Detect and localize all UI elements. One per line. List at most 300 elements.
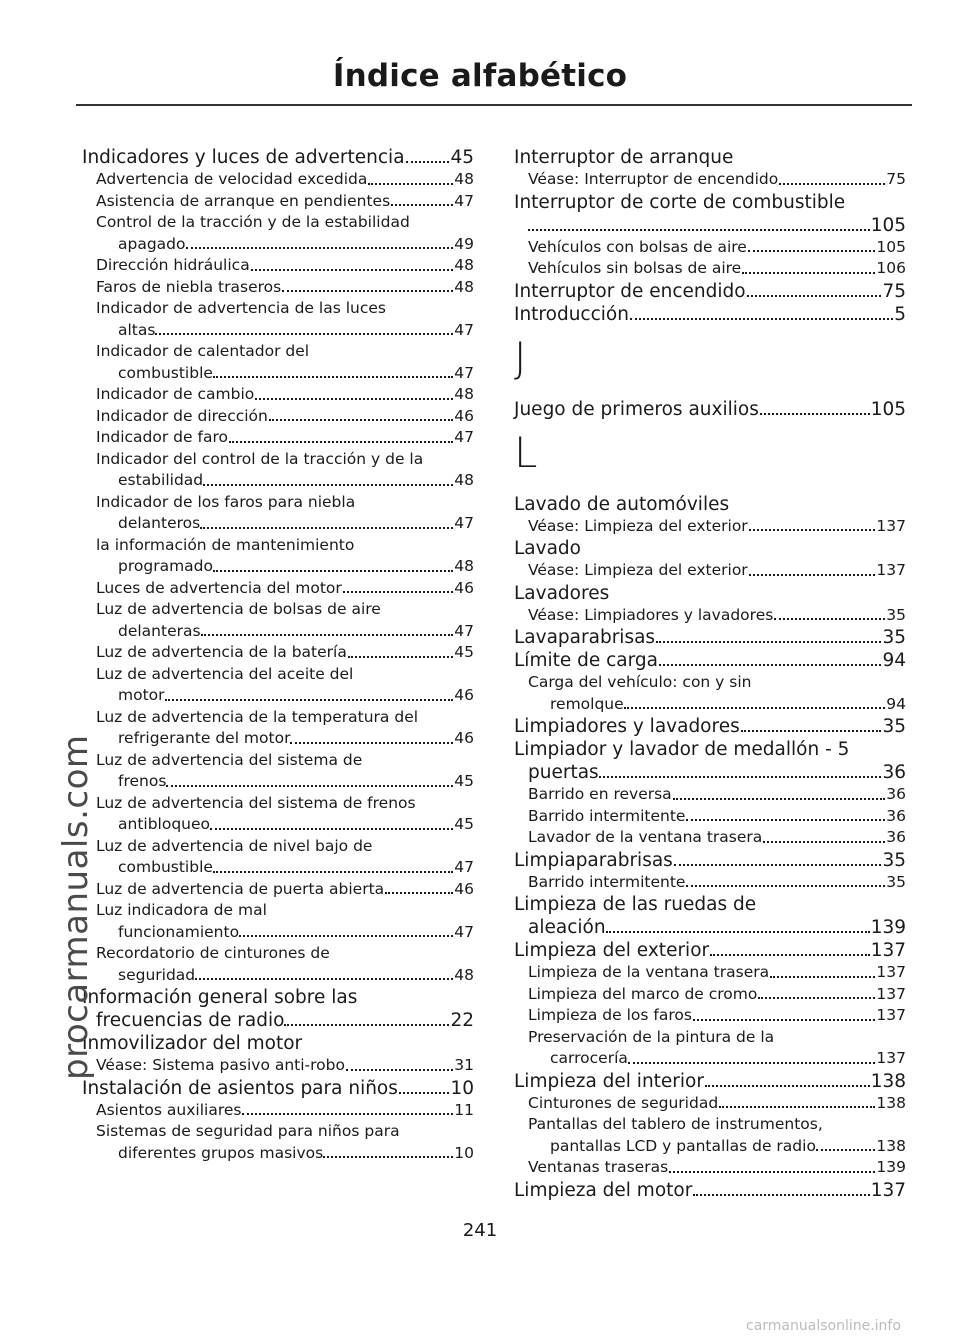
- dot-leader: [630, 318, 893, 320]
- dot-leader: [656, 641, 881, 643]
- title-divider: [76, 104, 912, 106]
- dot-leader: [251, 269, 454, 271]
- entry-text: remolque: [550, 694, 624, 713]
- watermark-bottom: carmanualsonline.info: [746, 1318, 901, 1334]
- dot-leader: [385, 892, 453, 894]
- index-subentry: [82, 578, 474, 600]
- entry-page-number: 47: [454, 922, 474, 941]
- dot-leader: [673, 798, 886, 800]
- index-subentry: [514, 258, 906, 280]
- entry-page-number: 137: [876, 1049, 906, 1067]
- entry-text: Asientos auxiliares: [96, 1100, 242, 1119]
- entry-text: Indicador de cambio: [96, 385, 255, 403]
- dot-leader: [343, 591, 453, 593]
- index-entry: [514, 146, 906, 169]
- entry-text: Luz de advertencia de la temperatura del: [96, 707, 419, 726]
- entry-text: Lavado: [514, 538, 581, 559]
- entry-page-number: 75: [886, 170, 906, 188]
- entry-text: puertas: [528, 762, 599, 783]
- dot-leader: [674, 864, 882, 866]
- index-subentry: [82, 492, 474, 514]
- dot-leader: [282, 290, 453, 292]
- dot-leader: [213, 871, 453, 873]
- entry-text: Indicador de dirección: [96, 406, 268, 425]
- index-subentry: [82, 836, 474, 858]
- entry-text: Véase: Sistema pasivo anti-robo: [96, 1056, 345, 1074]
- entry-text: Lavado de automóviles: [514, 493, 730, 515]
- entry-page-number: 47: [454, 191, 474, 210]
- entry-text: Carga del vehículo: con y sin: [528, 673, 752, 691]
- index-subentry: [514, 1157, 906, 1179]
- entry-page-number: 48: [454, 256, 474, 274]
- index-subentry: [82, 277, 474, 299]
- index-entry: [514, 626, 906, 649]
- dot-leader: [606, 931, 870, 933]
- dot-leader: [290, 742, 453, 744]
- entry-page-number: 46: [454, 729, 474, 747]
- dot-leader: [346, 1069, 453, 1071]
- entry-text: delanteros: [118, 514, 201, 532]
- dot-leader: [599, 776, 882, 778]
- page-number: 241: [462, 1220, 498, 1241]
- index-subentry: [82, 535, 474, 557]
- entry-text: Recordatorio de cinturones de: [96, 944, 330, 962]
- entry-page-number: 138: [870, 1070, 906, 1092]
- index-subentry: [82, 341, 474, 363]
- index-subentry: [82, 406, 474, 428]
- entry-text: Juego de primeros auxilios: [514, 398, 759, 420]
- index-subentry: [82, 599, 474, 621]
- entry-text: funcionamiento: [118, 922, 240, 941]
- index-subentry: [82, 191, 474, 213]
- dot-leader: [166, 785, 453, 787]
- entry-page-number: 47: [454, 363, 474, 382]
- dot-leader: [242, 1113, 453, 1115]
- entry-text: Luz de advertencia del sistema de: [96, 750, 363, 769]
- index-subentry: [82, 750, 474, 772]
- entry-text: Introducción: [514, 303, 629, 325]
- entry-text: combustible: [118, 858, 213, 876]
- entry-text: Limpieza de los faros: [528, 1006, 692, 1024]
- entry-text: delanteras: [118, 621, 201, 640]
- index-entry: [514, 1179, 906, 1202]
- entry-text: Véase: Limpieza del exterior: [528, 516, 748, 535]
- entry-page-number: 46: [454, 406, 474, 425]
- entry-text: Faros de niebla traseros: [96, 277, 282, 296]
- index-subentry: [82, 513, 474, 535]
- index-entry: [514, 303, 906, 326]
- index-subentry: [82, 857, 474, 879]
- index-subentry: [514, 1048, 906, 1070]
- entry-page-number: 139: [870, 917, 906, 938]
- entry-page-number: 35: [886, 872, 906, 891]
- entry-text: Limpieza de la ventana trasera: [528, 963, 770, 981]
- dot-leader: [200, 527, 453, 529]
- index-subentry: [514, 984, 906, 1006]
- entry-text: combustible: [118, 363, 213, 382]
- index-subentry: [82, 384, 474, 406]
- entry-page-number: 46: [454, 578, 474, 597]
- entry-page-number: 47: [454, 428, 474, 446]
- index-subentry: [514, 962, 906, 984]
- dot-leader: [710, 954, 870, 956]
- entry-page-number: 139: [876, 1158, 906, 1176]
- entry-text: Indicador del control de la tracción y de la: [96, 449, 424, 468]
- entry-text: Indicador de calentador del: [96, 342, 310, 360]
- index-subentry: [514, 1114, 906, 1136]
- entry-page-number: 48: [454, 170, 474, 188]
- index-subentry: [82, 771, 474, 793]
- index-subentry: [514, 784, 906, 806]
- index-subentry: [82, 470, 474, 492]
- index-subentry: [514, 560, 906, 582]
- entry-page-number: 106: [876, 259, 906, 277]
- dot-leader: [155, 333, 453, 335]
- index-subentry: [82, 1100, 474, 1122]
- entry-page-number: 105: [870, 214, 906, 236]
- entry-page-number: 45: [454, 643, 474, 661]
- entry-text: Control de la tracción y de la estabilidad: [96, 213, 410, 231]
- entry-text: frenos: [118, 772, 167, 790]
- index-subentry: [514, 694, 906, 716]
- dot-leader: [693, 1194, 869, 1196]
- entry-page-number: 36: [886, 806, 906, 825]
- dot-leader: [686, 819, 885, 821]
- index-entry: [514, 939, 906, 962]
- entry-text: Luz de advertencia de bolsas de aire: [96, 600, 381, 618]
- entry-text: Véase: Limpiadores y lavadores: [528, 605, 774, 624]
- entry-text: programado: [118, 557, 213, 575]
- entry-page-number: 48: [454, 965, 474, 984]
- index-entry: [514, 582, 906, 605]
- dot-leader: [528, 229, 870, 231]
- dot-leader: [368, 183, 453, 185]
- index-subentry: [82, 234, 474, 256]
- entry-page-number: 105: [876, 237, 906, 256]
- index-entry: [514, 398, 906, 421]
- entry-page-number: 75: [882, 280, 906, 302]
- entry-page-number: 31: [454, 1056, 474, 1074]
- entry-page-number: 49: [454, 234, 474, 253]
- entry-text: Limpieza del marco de cromo: [528, 984, 758, 1003]
- entry-text: Indicador de faro: [96, 428, 228, 446]
- index-subentry: [514, 1005, 906, 1027]
- index-entry: [82, 986, 474, 1009]
- index-entry: [82, 1077, 474, 1100]
- index-subentry: [82, 728, 474, 750]
- dot-leader: [406, 161, 450, 163]
- entry-page-number: 36: [886, 828, 906, 846]
- dot-leader: [669, 1171, 875, 1173]
- entry-text: Pantallas del tablero de instrumentos,: [528, 1115, 823, 1133]
- entry-page-number: 137: [876, 984, 906, 1003]
- entry-page-number: 5: [894, 303, 906, 325]
- entry-page-number: 138: [876, 1093, 906, 1112]
- index-entry: [514, 649, 906, 672]
- index-entry: [514, 191, 906, 214]
- entry-text: motor: [118, 686, 165, 704]
- entry-text: Véase: Interruptor de encendido: [528, 170, 779, 188]
- index-entry: [514, 1070, 906, 1093]
- entry-text: Limpieza del exterior: [514, 940, 710, 961]
- entry-page-number: 48: [454, 471, 474, 489]
- entry-page-number: 105: [870, 398, 906, 420]
- entry-text: Preservación de la pintura de la: [528, 1027, 775, 1046]
- index-column-right: [514, 146, 906, 1202]
- entry-text: Indicador de los faros para niebla: [96, 492, 356, 511]
- dot-leader: [186, 247, 454, 249]
- entry-text: Limpiaparabrisas: [514, 849, 673, 871]
- entry-page-number: 10: [450, 1077, 474, 1099]
- dot-leader: [628, 1062, 876, 1064]
- entry-text: apagado: [118, 234, 186, 253]
- entry-text: Luces de advertencia del motor: [96, 578, 342, 597]
- entry-page-number: 36: [886, 785, 906, 803]
- dot-leader: [284, 1024, 449, 1026]
- entry-page-number: 46: [454, 686, 474, 704]
- entry-text: Información general sobre las: [82, 987, 358, 1008]
- index-column-left: [82, 146, 474, 1164]
- index-subentry: [82, 879, 474, 901]
- index-subentry: [82, 922, 474, 944]
- dot-leader: [770, 976, 875, 978]
- entry-text: frecuencias de radio: [96, 1010, 285, 1031]
- dot-leader: [201, 634, 454, 636]
- entry-text: Luz de advertencia de nivel bajo de: [96, 836, 373, 855]
- entry-page-number: 35: [882, 627, 906, 648]
- index-subentry: [514, 1093, 906, 1115]
- dot-leader: [719, 1106, 875, 1108]
- entry-page-number: 45: [450, 147, 474, 168]
- index-entry: [514, 280, 906, 303]
- index-entry: [514, 761, 906, 784]
- index-subentry: [82, 255, 474, 277]
- dot-leader: [659, 664, 881, 666]
- entry-page-number: 137: [870, 940, 906, 961]
- dot-leader: [195, 978, 453, 980]
- dot-leader: [749, 529, 876, 531]
- entry-text: seguridad: [118, 965, 196, 984]
- index-subentry: [82, 642, 474, 664]
- entry-text: Vehículos con bolsas de aire: [528, 237, 747, 256]
- index-entry: [514, 493, 906, 516]
- index-entry: [82, 146, 474, 169]
- index-subentry: [82, 965, 474, 987]
- index-entry: [514, 849, 906, 872]
- watermark-side: procarmanuals.com: [56, 734, 96, 1080]
- dot-leader: [255, 398, 453, 400]
- dot-leader: [391, 204, 453, 206]
- dot-leader: [763, 841, 885, 843]
- entry-text: Luz indicadora de mal: [96, 901, 267, 919]
- entry-page-number: 35: [886, 605, 906, 624]
- entry-text: Luz de advertencia de la batería: [96, 643, 347, 661]
- index-subentry: [514, 1027, 906, 1049]
- entry-text: Advertencia de velocidad excedida: [96, 170, 368, 188]
- index-entry: [514, 893, 906, 916]
- entry-page-number: 36: [882, 762, 906, 783]
- dot-leader: [239, 935, 453, 937]
- entry-page-number: 137: [876, 561, 906, 579]
- entry-page-number: 94: [882, 650, 906, 671]
- entry-text: Luz de advertencia del sistema de frenos: [96, 793, 416, 812]
- index-subentry: [82, 556, 474, 578]
- entry-text: Limpiador y lavador de medallón - 5: [514, 739, 850, 760]
- index-subentry: [82, 363, 474, 385]
- dot-leader: [203, 484, 453, 486]
- section-letter: L: [514, 427, 538, 477]
- entry-page-number: 47: [454, 621, 474, 640]
- index-subentry: [82, 169, 474, 191]
- dot-leader: [741, 730, 882, 732]
- entry-page-number: 48: [454, 385, 474, 403]
- entry-text: Límite de carga: [514, 650, 658, 671]
- index-subentry: [514, 1136, 906, 1158]
- entry-text: Lavaparabrisas: [514, 627, 656, 648]
- dot-leader: [165, 699, 454, 701]
- dot-leader: [229, 441, 453, 443]
- index-subentry: [82, 793, 474, 815]
- entry-text: aleación: [528, 917, 606, 938]
- index-subentry: [82, 1121, 474, 1143]
- dot-leader: [760, 413, 870, 415]
- index-subentry: [82, 943, 474, 965]
- entry-text: Limpiadores y lavadores: [514, 716, 740, 737]
- entry-text: Sistemas de seguridad para niños para: [96, 1122, 400, 1140]
- dot-leader: [705, 1085, 870, 1087]
- index-subentry: [82, 427, 474, 449]
- dot-leader: [210, 828, 453, 830]
- index-subentry: [82, 449, 474, 471]
- entry-text: Asistencia de arranque en pendientes: [96, 191, 391, 210]
- index-subentry: [82, 621, 474, 643]
- index-subentry: [82, 664, 474, 686]
- dot-leader: [213, 376, 453, 378]
- entry-text: Limpieza del motor: [514, 1179, 693, 1201]
- index-subentry: [514, 672, 906, 694]
- entry-page-number: 35: [882, 716, 906, 737]
- index-subentry: [514, 516, 906, 538]
- index-subentry: [514, 237, 906, 259]
- entry-text: Barrido intermitente: [528, 872, 686, 891]
- dot-leader: [779, 183, 885, 185]
- entry-text: Vehículos sin bolsas de aire: [528, 259, 742, 277]
- entry-page-number: 46: [454, 879, 474, 898]
- entry-text: Cinturones de seguridad: [528, 1093, 719, 1112]
- dot-leader: [693, 1019, 875, 1021]
- index-subentry: [82, 685, 474, 707]
- index-subentry: [82, 1143, 474, 1165]
- index-subentry: [514, 169, 906, 191]
- index-subentry: [514, 827, 906, 849]
- entry-text: Interruptor de corte de combustible: [514, 191, 846, 213]
- entry-text: Luz de advertencia de puerta abierta: [96, 879, 385, 898]
- entry-page-number: 137: [876, 963, 906, 981]
- index-entry: [514, 916, 906, 939]
- entry-text: Lavador de la ventana trasera: [528, 828, 763, 846]
- entry-page-number: 47: [454, 320, 474, 339]
- entry-text: carrocería: [550, 1049, 628, 1067]
- index-subentry: [82, 900, 474, 922]
- entry-page-number: 47: [454, 514, 474, 532]
- dot-leader: [758, 997, 875, 999]
- index-subentry: [82, 814, 474, 836]
- index-entry: [82, 1009, 474, 1032]
- index-entry: [514, 214, 906, 237]
- index-subentry: [82, 1055, 474, 1077]
- entry-text: la información de mantenimiento: [96, 535, 355, 554]
- entry-page-number: 45: [454, 772, 474, 790]
- entry-page-number: 48: [454, 277, 474, 296]
- dot-leader: [774, 618, 885, 620]
- dot-leader: [686, 885, 885, 887]
- entry-page-number: 94: [886, 694, 906, 713]
- entry-text: Barrido intermitente: [528, 806, 686, 825]
- index-entry: [82, 1032, 474, 1055]
- index-subentry: [514, 872, 906, 894]
- entry-text: estabilidad: [118, 471, 204, 489]
- entry-page-number: 35: [882, 849, 906, 871]
- index-entry: [514, 537, 906, 560]
- entry-page-number: 138: [876, 1136, 906, 1155]
- entry-text: Interruptor de arranque: [514, 147, 734, 168]
- dot-leader: [624, 707, 886, 709]
- entry-text: pantallas LCD y pantallas de radio: [550, 1136, 816, 1155]
- dot-leader: [348, 656, 453, 658]
- index-subentry: [82, 707, 474, 729]
- entry-page-number: 22: [450, 1010, 474, 1031]
- dot-leader: [213, 570, 453, 572]
- index-subentry: [82, 298, 474, 320]
- dot-leader: [269, 419, 453, 421]
- entry-text: Ventanas traseras: [528, 1158, 669, 1176]
- entry-text: Interruptor de encendido: [514, 280, 746, 302]
- entry-page-number: 137: [870, 1179, 906, 1201]
- entry-text: Dirección hidráulica: [96, 256, 250, 274]
- index-subentry: [82, 320, 474, 342]
- entry-text: diferentes grupos masivos: [118, 1143, 324, 1162]
- entry-page-number: 47: [454, 858, 474, 876]
- entry-text: Indicadores y luces de advertencia: [82, 147, 405, 168]
- dot-leader: [816, 1149, 875, 1151]
- entry-page-number: 10: [454, 1143, 474, 1162]
- entry-text: Inmovilizador del motor: [82, 1033, 303, 1054]
- entry-text: antibloqueo: [118, 815, 211, 833]
- dot-leader: [399, 1092, 450, 1094]
- entry-text: Indicador de advertencia de las luces: [96, 299, 386, 317]
- index-entry: [514, 738, 906, 761]
- entry-text: Instalación de asientos para niños: [82, 1077, 398, 1099]
- entry-text: Limpieza de las ruedas de: [514, 894, 757, 915]
- index-subentry: [514, 605, 906, 627]
- dot-leader: [323, 1156, 453, 1158]
- dot-leader: [742, 272, 875, 274]
- entry-text: refrigerante del motor: [118, 729, 291, 747]
- entry-text: Luz de advertencia del aceite del: [96, 664, 354, 683]
- entry-page-number: 11: [454, 1100, 474, 1119]
- entry-page-number: 137: [876, 516, 906, 535]
- entry-text: Lavadores: [514, 582, 610, 604]
- dot-leader: [747, 295, 882, 297]
- entry-page-number: 45: [454, 815, 474, 833]
- section-letter: J: [514, 332, 527, 382]
- entry-text: Véase: Limpieza del exterior: [528, 561, 748, 579]
- entry-text: Barrido en reversa: [528, 785, 672, 803]
- entry-page-number: 137: [876, 1006, 906, 1024]
- page-title: Índice alfabético: [332, 58, 628, 94]
- index-entry: [514, 715, 906, 738]
- index-subentry: [514, 806, 906, 828]
